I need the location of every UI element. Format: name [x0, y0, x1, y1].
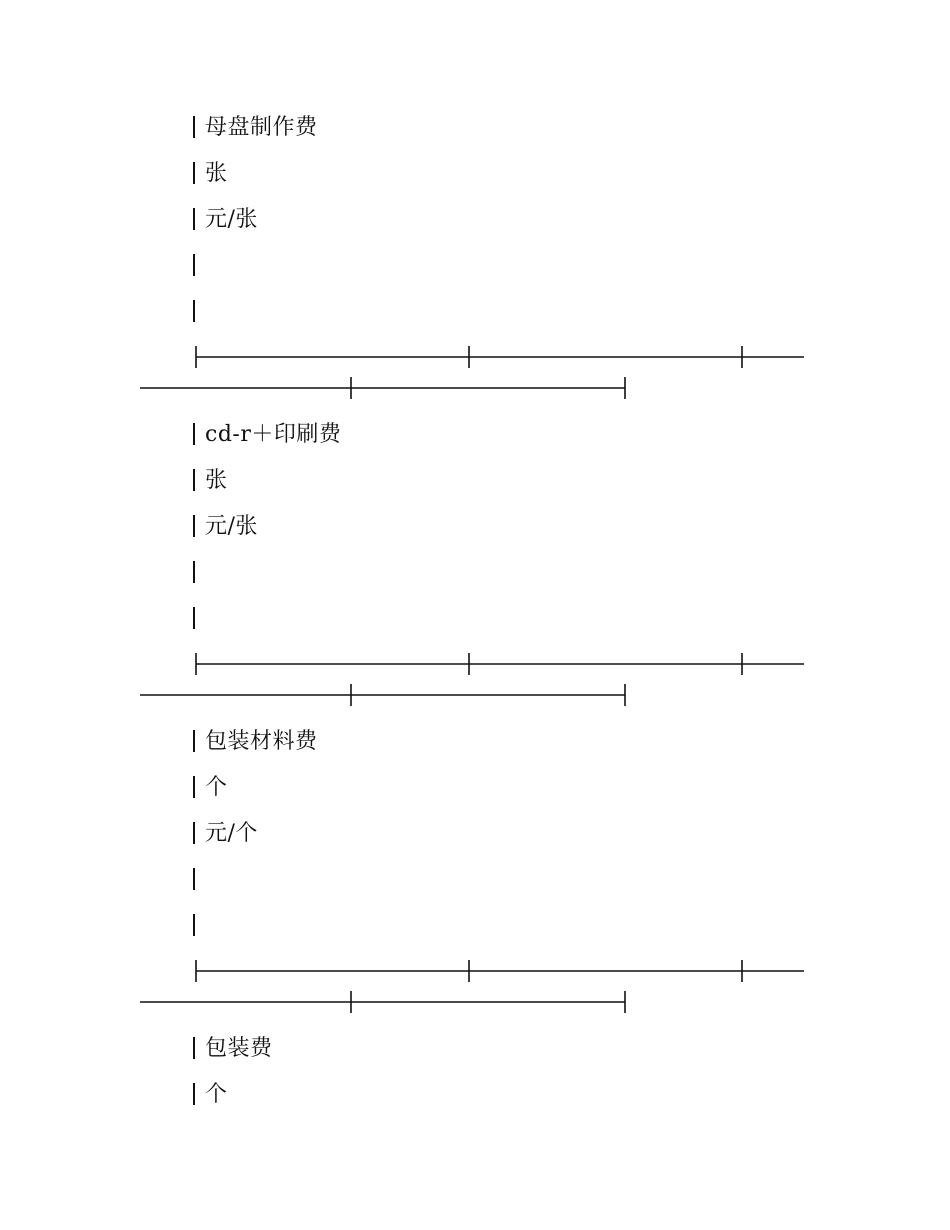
cell-border	[193, 116, 195, 138]
row4-item-cell	[193, 1035, 273, 1063]
cell-border	[193, 469, 195, 491]
row3-unit-cell	[193, 774, 228, 802]
row4-item-name: 包装费	[205, 1036, 273, 1061]
row2-price-unit: 元/张	[205, 514, 258, 539]
row2-unit: 张	[205, 468, 228, 493]
row2-empty-cell-2	[193, 605, 205, 633]
row2-item-name: cd-r＋印刷费	[205, 422, 342, 447]
row1-unit-cell	[193, 160, 228, 188]
cell-border	[193, 254, 195, 276]
row2-unit-cell	[193, 467, 228, 495]
row1-item-name: 母盘制作费	[205, 115, 318, 140]
cell-border	[193, 914, 195, 936]
row3-item-cell	[193, 728, 318, 756]
row2-empty-cell-1	[193, 559, 205, 587]
row1-empty-cell-2	[193, 298, 205, 326]
cell-border	[193, 776, 195, 798]
row3-unit: 个	[205, 775, 228, 800]
row2-price-unit-cell	[193, 513, 258, 541]
row1-item-cell	[193, 114, 318, 142]
row3-empty-cell-2	[193, 912, 205, 940]
row1-price-unit: 元/张	[205, 207, 258, 232]
row2-item-cell	[193, 421, 341, 449]
cell-border	[193, 423, 195, 445]
cell-border	[193, 868, 195, 890]
cell-border	[193, 730, 195, 752]
row1-unit: 张	[205, 161, 228, 186]
row1-empty-cell-1	[193, 252, 205, 280]
row3-price-unit: 元/个	[205, 821, 258, 846]
row4-unit: 个	[205, 1082, 228, 1107]
cell-border	[193, 822, 195, 844]
row3-price-unit-cell	[193, 820, 258, 848]
cell-border	[193, 208, 195, 230]
row4-unit-cell	[193, 1081, 228, 1109]
row1-price-unit-cell	[193, 206, 258, 234]
table-row-separator-2	[0, 647, 950, 697]
table-row-separator-3	[0, 954, 950, 1004]
cell-border	[193, 561, 195, 583]
cell-border	[193, 515, 195, 537]
cell-border	[193, 162, 195, 184]
table-row-separator-1	[0, 340, 950, 390]
row3-item-name: 包装材料费	[205, 729, 318, 754]
cell-border	[193, 1037, 195, 1059]
cell-border	[193, 1083, 195, 1105]
cell-border	[193, 300, 195, 322]
row3-empty-cell-1	[193, 866, 205, 894]
cell-border	[193, 607, 195, 629]
